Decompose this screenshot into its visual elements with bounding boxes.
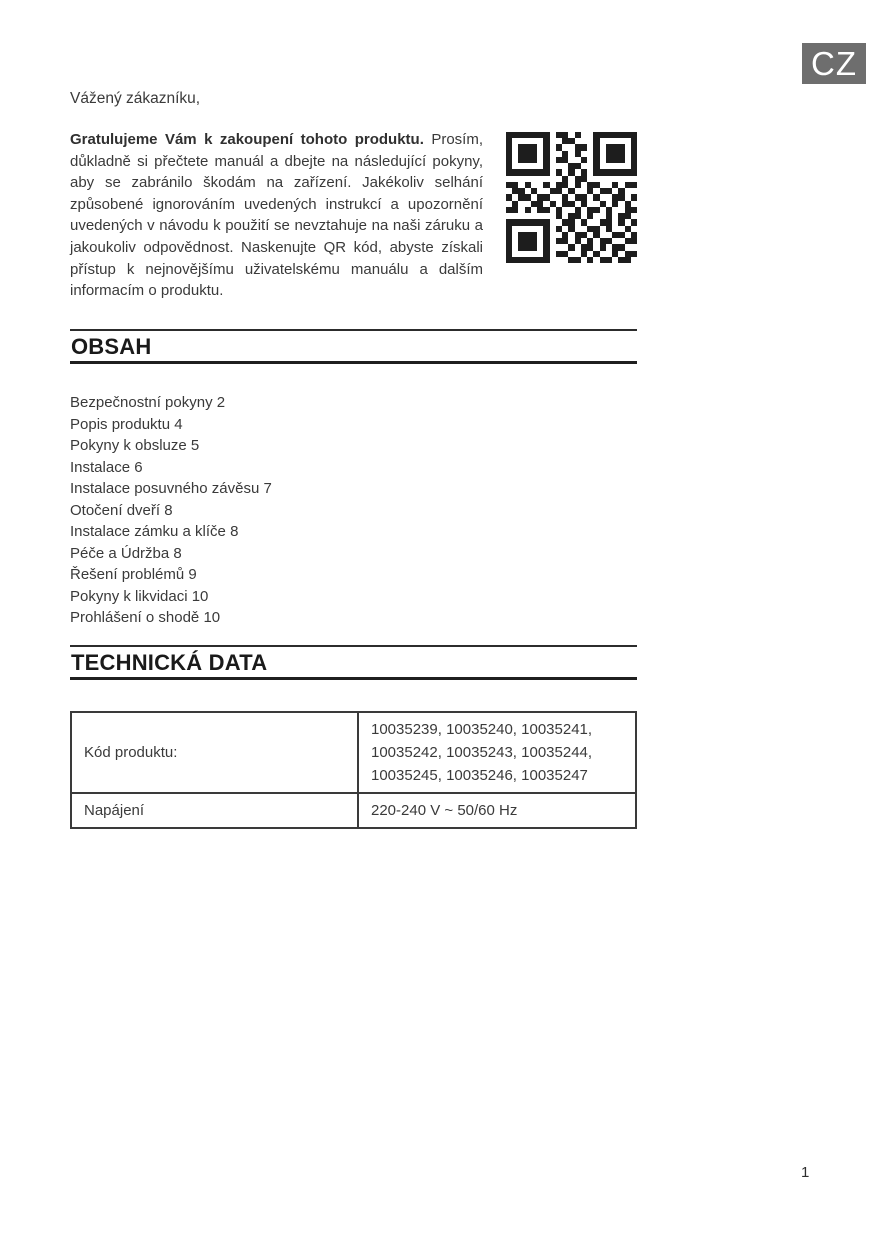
rule-above-toc-heading <box>70 329 637 331</box>
toc-item-label: Péče a Údržba <box>70 544 170 562</box>
toc-item-page: 6 <box>134 458 143 476</box>
toc-item-label: Popis produktu <box>70 415 171 433</box>
product-code-label-cell: Kód produktu: <box>71 712 358 793</box>
toc-item-label: Pokyny k obsluze <box>70 437 187 454</box>
intro-paragraph-lead: Gratulujeme Vám k zakoupení tohoto produktu. <box>70 131 424 148</box>
language-badge-label: CZ <box>811 45 857 82</box>
tech-data-table <box>70 711 637 829</box>
greeting-text: Vážený zákazníku, <box>70 90 201 107</box>
toc-item-page: 2 <box>216 394 226 411</box>
toc-item-page: 8 <box>164 501 173 519</box>
toc-section-header <box>70 329 637 364</box>
toc-item <box>70 392 272 414</box>
toc-list <box>70 392 272 629</box>
toc-item-page: 10 <box>203 609 221 626</box>
tech-data-section-header <box>70 645 637 680</box>
toc-item-label: Prohlášení o shodě <box>70 609 200 626</box>
toc-item-page: 4 <box>174 415 183 433</box>
power-label-cell: Napájení <box>71 793 358 828</box>
toc-item <box>70 500 272 522</box>
toc-item <box>70 435 272 457</box>
toc-item <box>70 414 272 436</box>
toc-item-label: Pokyny k likvidaci <box>70 587 188 605</box>
toc-item-label: Instalace zámku a klíče <box>70 523 226 540</box>
toc-item-page: 5 <box>190 437 200 454</box>
toc-item <box>70 543 272 565</box>
rule-above-tech-heading <box>70 645 637 647</box>
intro-paragraph-rest: Prosím, důkladně si přečtete manuál a dbejte na následující pokyny, aby se zabránilo škodám na zařízení. Jakékoliv selhání způsobené ignorováním uvedených instrukcí a upozornění uvedených v návodu k použití se nevztahuje na naši záruku a jakoukoliv odpovědnost. Naskenujte QR kód, abyste získali přístup k nejnovějšímu uživatelskému manuálu a dalším informacím o produktu. <box>70 131 483 300</box>
toc-item <box>70 586 272 608</box>
toc-item <box>70 521 272 543</box>
product-code-value-cell: 10035239, 10035240, 10035241, 10035242, 10035243, 10035244, 10035245, 10035246, 10035247 <box>358 712 636 793</box>
toc-item-page: 8 <box>230 523 239 540</box>
rule-below-tech-heading <box>70 677 637 680</box>
table-row-power <box>71 793 636 828</box>
toc-heading: OBSAH <box>71 334 152 359</box>
page-number: 1 <box>801 1164 810 1181</box>
toc-item-label: Řešení problémů <box>70 566 185 583</box>
qr-code-icon <box>506 132 637 263</box>
toc-item-label: Instalace posuvného závěsu <box>70 480 260 497</box>
table-row-product-code <box>71 712 636 793</box>
toc-item-page: 10 <box>191 587 209 605</box>
toc-item <box>70 478 272 500</box>
toc-item <box>70 457 272 479</box>
toc-item-page: 8 <box>173 544 182 562</box>
toc-item-label: Bezpečnostní pokyny <box>70 394 213 411</box>
toc-item <box>70 564 272 586</box>
toc-item-label: Instalace <box>70 458 131 476</box>
toc-item-page: 7 <box>263 480 272 497</box>
rule-below-toc-heading <box>70 361 637 364</box>
toc-item-page: 9 <box>188 566 197 583</box>
toc-item <box>70 607 272 629</box>
toc-item-label: Otočení dveří <box>70 501 161 519</box>
power-value-cell: 220-240 V ~ 50/60 Hz <box>358 793 636 828</box>
tech-data-heading: TECHNICKÁ DATA <box>71 650 268 675</box>
language-badge <box>802 43 866 84</box>
intro-paragraph <box>70 129 483 302</box>
